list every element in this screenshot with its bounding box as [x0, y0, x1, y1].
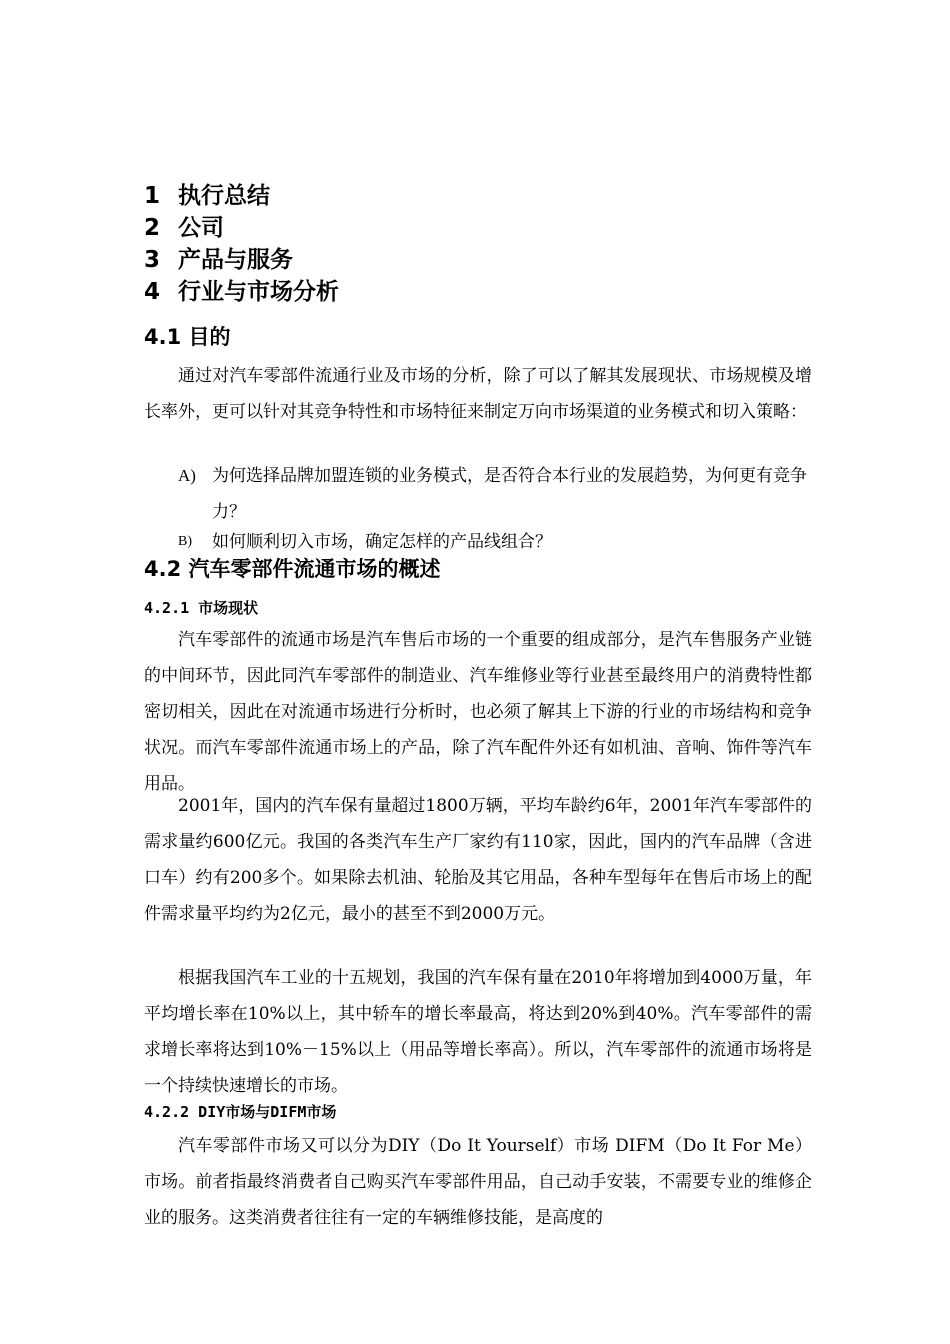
section-4-2-heading: 4.2 汽车零部件流通市场的概述	[144, 557, 441, 581]
section-4-1-paragraph: 通过对汽车零部件流通行业及市场的分析，除了可以了解其发展现状、市场规模及增长率外，更可以针对其竞争特性和市场特征来制定万向市场渠道的业务模式和切入策略：	[144, 366, 812, 422]
heading-title: 执行总结	[178, 183, 270, 209]
list-item-text: 如何顺利切入市场，确定怎样的产品线组合？	[212, 532, 552, 552]
heading-title: 行业与市场分析	[178, 279, 339, 305]
section-4-2-1-paragraph-3: 根据我国汽车工业的十五规划，我国的汽车保有量在2010年将增加到4000万量，年平均增长率在10%以上，其中轿车的增长率最高，将达到20%到40%。汽车零部件的需求增长率将达到10%－15%以上（用品等增长率高）。所以，汽车零部件的流通市场将是一个持续快速增长的市场。	[144, 968, 812, 1096]
heading-number: 1	[144, 183, 161, 209]
section-4-1-heading: 4.1 目的	[144, 325, 231, 349]
heading-number: 3	[144, 247, 161, 273]
heading-title: 产品与服务	[178, 247, 293, 273]
heading-2	[144, 213, 224, 243]
section-4-2-2-heading: 4.2.2 DIY市场与DIFM市场	[144, 1103, 337, 1121]
list-item-a	[178, 458, 812, 530]
heading-3	[144, 245, 293, 275]
heading-title: 公司	[178, 215, 224, 241]
list-item-text: 为何选择品牌加盟连锁的业务模式，是否符合本行业的发展趋势，为何更有竞争力？	[212, 466, 807, 522]
section-4-2-2-paragraph: 汽车零部件市场又可以分为DIY（Do It Yourself）市场 DIFM（Do It For Me）市场。前者指最终消费者自己购买汽车零部件用品，自己动手安装，不需要专业的维修企业的服务。这类消费者往往有一定的车辆维修技能，是高度的	[144, 1136, 812, 1228]
section-4-2-1-heading: 4.2.1 市场现状	[144, 599, 259, 617]
section-4-2-1-paragraph-2: 2001年，国内的汽车保有量超过1800万辆，平均车龄约6年，2001年汽车零部件的需求量约600亿元。我国的各类汽车生产厂家约有110家，因此，国内的汽车品牌（含进口车）约有200多个。如果除去机油、轮胎及其它用品，各种车型每年在售后市场上的配件需求量平均约为2亿元，最小的甚至不到2000万元。	[144, 796, 812, 924]
heading-1	[144, 181, 270, 211]
list-item-label: A)	[178, 466, 196, 485]
heading-4	[144, 277, 339, 307]
list-item-label: B)	[178, 534, 192, 549]
heading-number: 4	[144, 279, 161, 305]
heading-number: 2	[144, 215, 161, 241]
section-4-2-1-paragraph-1: 汽车零部件的流通市场是汽车售后市场的一个重要的组成部分，是汽车售服务产业链的中间环节，因此同汽车零部件的制造业、汽车维修业等行业甚至最终用户的消费特性都密切相关，因此在对流通市场进行分析时，也必须了解其上下游的行业的市场结构和竞争状况。而汽车零部件流通市场上的产品，除了汽车配件外还有如机油、音响、饰件等汽车用品。	[144, 630, 812, 794]
